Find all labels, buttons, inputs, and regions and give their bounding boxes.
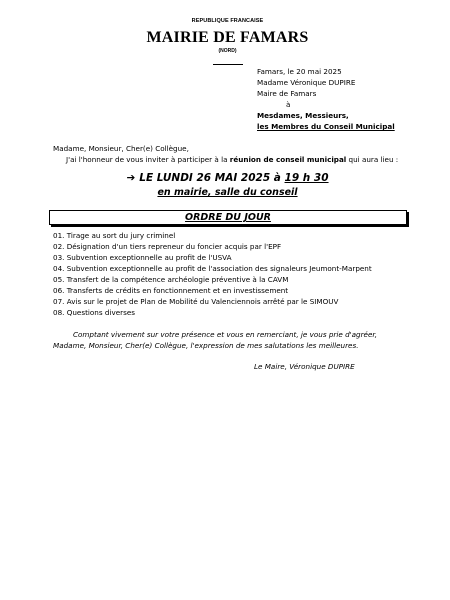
republic-header: REPUBLIQUE FRANCAISE	[191, 18, 264, 24]
recipient-line-2: les Membres du Conseil Municipal	[257, 122, 395, 131]
sender-title: Maire de Famars	[257, 89, 317, 98]
meeting-place: en mairie, salle du conseil	[157, 187, 298, 198]
agenda-item: 05. Transfert de la compétence archéologie préventive à la CAVM	[53, 275, 289, 284]
signature: Le Maire, Véronique DUPIRE	[254, 362, 355, 371]
agenda-item: 06. Transferts de crédits en fonctionnement et en investissement	[53, 286, 289, 295]
recipient-line-1: Mesdames, Messieurs,	[257, 111, 349, 120]
greeting-block	[53, 143, 398, 165]
region-label: (NORD)	[218, 48, 237, 54]
header-divider	[213, 64, 243, 65]
meeting-date: LE LUNDI 26 MAI 2025 à	[139, 172, 285, 184]
to-word: à	[286, 100, 291, 109]
agenda-item: 02. Désignation d'un tiers repreneur du foncier acquis par l'EPF	[53, 242, 282, 251]
agenda-item: 01. Tirage au sort du jury criminel	[53, 231, 176, 240]
invitation-text-start: J'ai l'honneur de vous inviter à participer à la	[66, 155, 230, 164]
invitation-text-end: qui aura lieu :	[346, 155, 399, 164]
mairie-title: MAIRIE DE FAMARS	[146, 29, 309, 46]
arrow-right-icon: ➔	[126, 172, 136, 184]
agenda-title: ORDRE DU JOUR	[185, 212, 271, 223]
closing-paragraph	[53, 329, 404, 351]
agenda-item: 04. Subvention exceptionnelle au profit de l'association des signaleurs Jeumont-Marpent	[53, 264, 372, 273]
agenda-item: 07. Avis sur le projet de Plan de Mobilité du Valenciennois arrêté par le SIMOUV	[53, 297, 339, 306]
agenda-item: 08. Questions diverses	[53, 308, 135, 317]
meeting-date-line	[0, 172, 450, 184]
agenda-item: 03. Subvention exceptionnelle au profit de l'USVA	[53, 253, 232, 262]
invitation-sentence	[53, 154, 398, 165]
closing-line-1: Comptant vivement sur votre présence et vous en remerciant, je vous prie d'agréer,	[73, 330, 377, 339]
sender-name: Madame Véronique DUPIRE	[257, 78, 356, 87]
agenda-list	[53, 230, 372, 318]
invitation-text-bold: réunion de conseil municipal	[229, 155, 347, 164]
meeting-time: 19 h 30	[284, 172, 329, 184]
address-block	[257, 66, 395, 132]
letter-date: Famars, le 20 mai 2025	[257, 67, 342, 76]
closing-line-2: Madame, Monsieur, Cher(e) Collègue, l'expression de mes salutations les meilleures.	[53, 341, 359, 350]
salutation: Madame, Monsieur, Cher(e) Collègue,	[53, 144, 189, 153]
agenda-title-box	[49, 210, 407, 225]
